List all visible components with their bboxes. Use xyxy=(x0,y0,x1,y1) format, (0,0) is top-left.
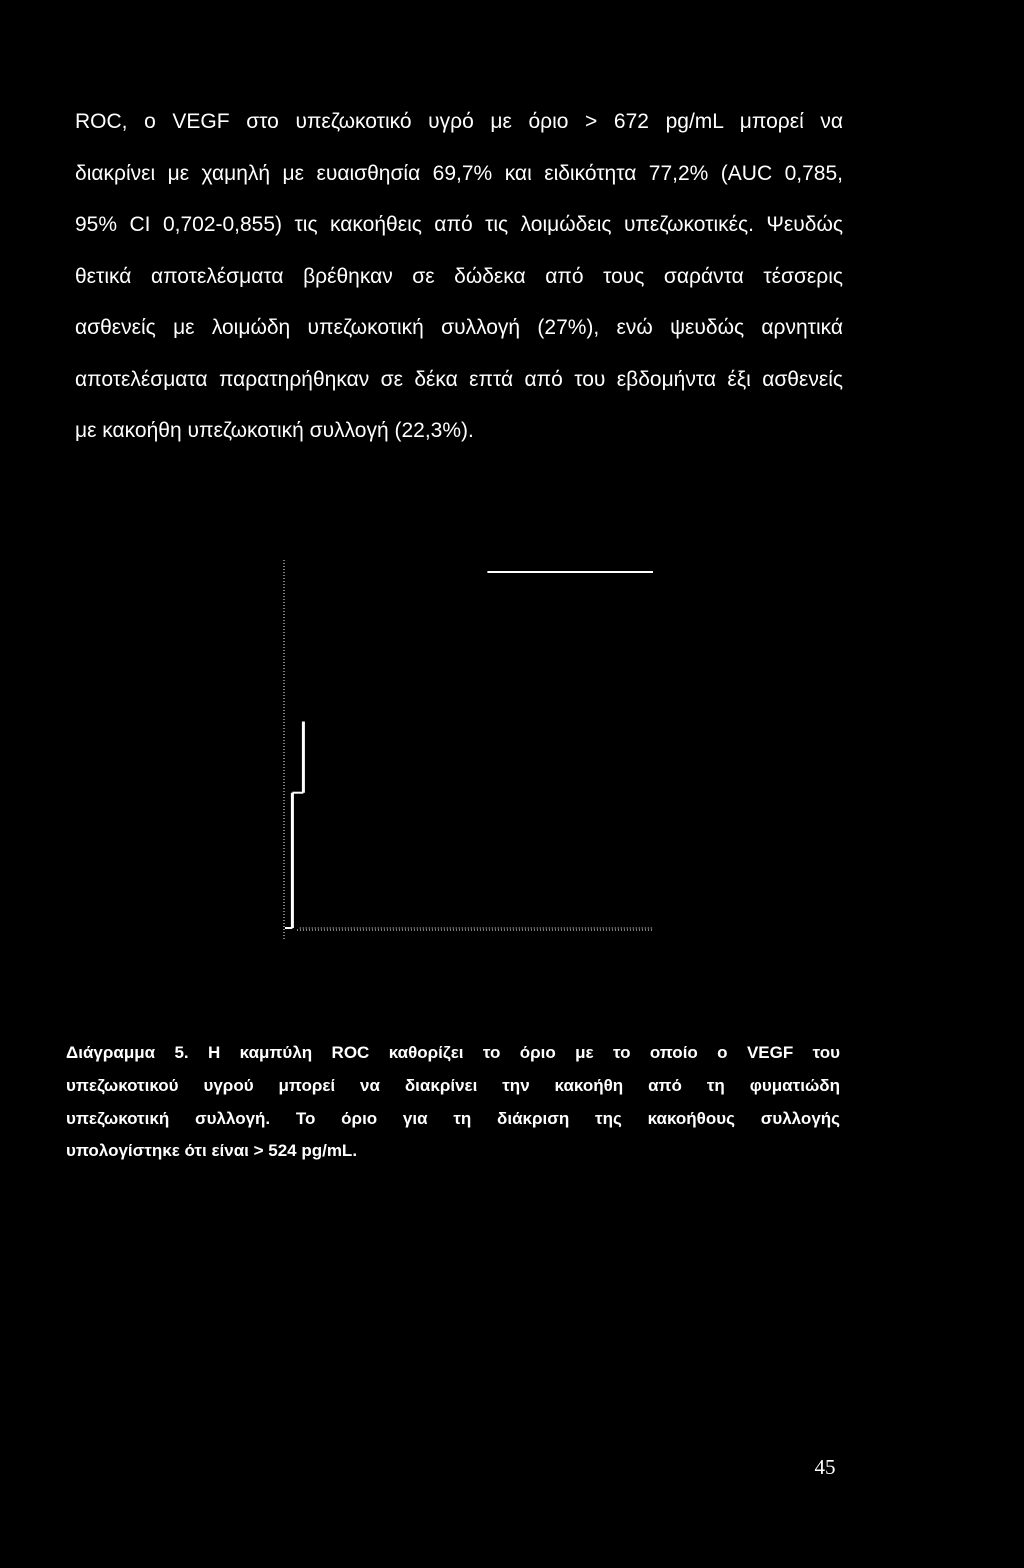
caption-line: Διάγραμμα 5. Η καμπύλη ROC καθορίζει το όριο με το οποίο ο VEGF του xyxy=(66,1043,840,1062)
caption-line: υπεζωκοτική συλλογή. Το όριο για τη διάκριση της κακοήθους συλλογής xyxy=(66,1109,840,1128)
caption-line: υπεζωκοτικού υγρού μπορεί να διακρίνει την κακοήθη από τη φυματιώδη xyxy=(66,1076,840,1095)
paragraph-line: αποτελέσματα παρατηρήθηκαν σε δέκα επτά από του εβδομήντα έξι ασθενείς xyxy=(75,368,843,391)
page-number: 45 xyxy=(814,1455,836,1479)
paragraph-line: με κακοήθη υπεζωκοτική συλλογή (22,3%). xyxy=(75,419,474,442)
series-0-segment xyxy=(303,572,487,722)
paragraph-line: θετικά αποτελέσματα βρέθηκαν σε δώδεκα από τους σαράντα τέσσερις xyxy=(75,265,843,288)
paragraph-line: ασθενείς με λοιμώδη υπεζωκοτική συλλογή (27%), ενώ ψευδώς αρνητικά xyxy=(75,316,843,339)
paragraph-line: 95% CI 0,702-0,855) τις κακοήθεις από τις λοιμώδεις υπεζωκοτικές. Ψευδώς xyxy=(75,213,843,236)
paragraph-line: διακρίνει με χαμηλή με ευαισθησία 69,7% και ειδικότητα 77,2% (AUC 0,785, xyxy=(75,162,843,185)
roc-chart-svg xyxy=(275,552,665,952)
roc-chart xyxy=(275,552,665,952)
caption-line: υπολογίστηκε ότι είναι > 524 pg/mL. xyxy=(66,1141,358,1160)
paragraph-line: ROC, ο VEGF στο υπεζωκοτικό υγρό με όριο > 672 pg/mL μπορεί να xyxy=(75,110,843,133)
series-layer xyxy=(285,572,653,928)
